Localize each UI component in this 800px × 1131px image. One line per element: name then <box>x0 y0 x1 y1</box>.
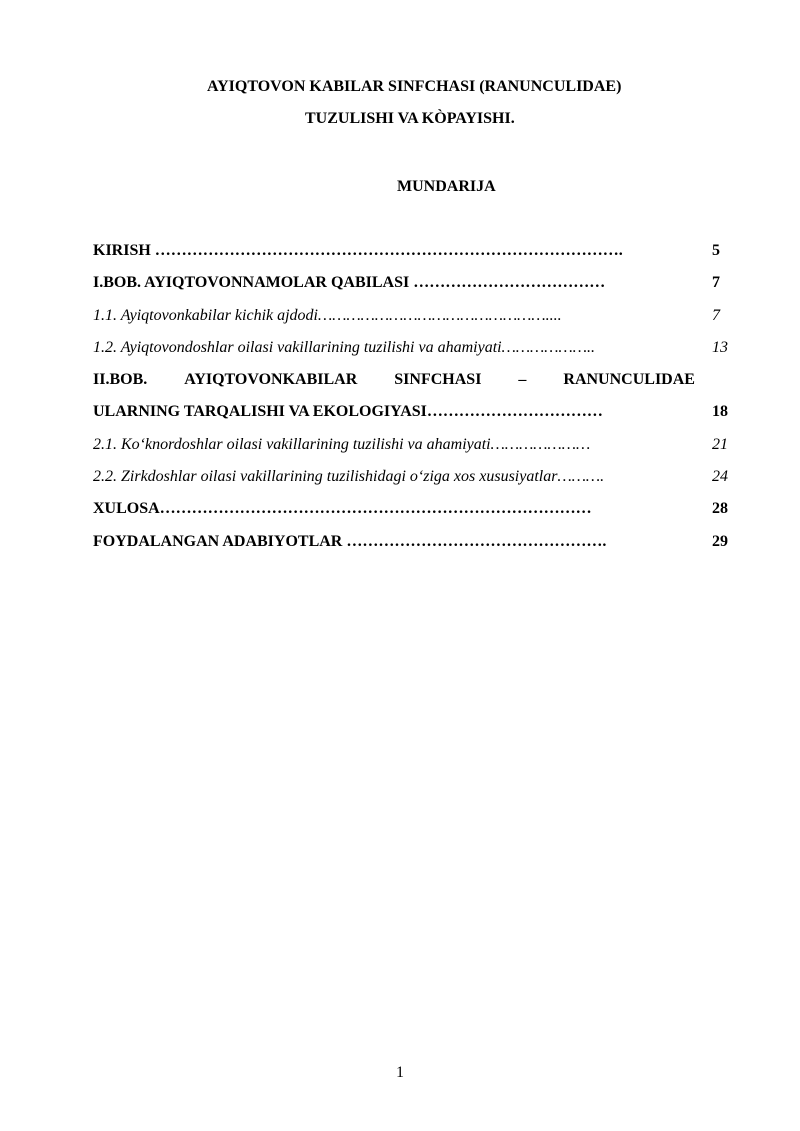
toc-entry <box>93 305 733 337</box>
toc-entry-word: AYIQTOVONKABILAR <box>184 371 358 389</box>
toc-entry <box>93 240 733 272</box>
toc-entry-page-number: 5 <box>712 242 720 259</box>
toc-entry-word: – <box>518 371 527 389</box>
toc-entry-word: RANUNCULIDAE <box>563 371 695 389</box>
toc-entry-page-number: 7 <box>712 306 720 324</box>
toc-entry <box>93 434 733 466</box>
toc-entry-page-number: 24 <box>712 468 728 486</box>
table-of-contents <box>93 240 733 563</box>
toc-entry-word: SINFCHASI <box>394 371 482 389</box>
document-title-line-1: AYIQTOVON KABILAR SINFCHASI (RANUNCULIDAE) <box>207 78 622 95</box>
toc-entry-title: 2.1. Ko‘knordoshlar oilasi vakillarining tuzilishi va ahamiyati………………… <box>93 435 591 453</box>
toc-entry-title: ULARNING TARQALISHI VA EKOLOGIYASI…………………………… <box>93 403 603 421</box>
toc-entry-page-number: 21 <box>712 435 728 453</box>
toc-entry-page-number: 28 <box>712 500 728 518</box>
toc-entry-title: KIRISH ……………………………………………………………………………. <box>93 242 623 259</box>
toc-entry <box>93 498 733 530</box>
toc-entry <box>93 272 733 304</box>
toc-entry-page-number: 7 <box>712 274 720 292</box>
toc-entry-page-number: 18 <box>712 403 728 421</box>
toc-entry-title: 1.2. Ayiqtovondoshlar oilasi vakillarining tuzilishi va ahamiyati……………….. <box>93 338 595 356</box>
toc-entry-page-number: 29 <box>712 532 728 550</box>
toc-entry-page-number: 13 <box>712 338 728 356</box>
document-title-line-2: TUZULISHI VA KÒPAYISHI. <box>305 110 515 127</box>
toc-entry-title: XULOSA……………………………………………………………………… <box>93 500 592 518</box>
toc-entry-title: 1.1. Ayiqtovonkabilar kichik ajdodi………………………………………….... <box>93 306 562 324</box>
toc-entry <box>93 337 733 369</box>
toc-entry <box>93 401 733 433</box>
toc-entry <box>93 369 733 401</box>
toc-entry-title: 2.2. Zirkdoshlar oilasi vakillarining tuzilishidagi o‘ziga xos xususiyatlar………. <box>93 468 605 486</box>
page-number: 1 <box>396 1064 404 1081</box>
toc-entry-title: FOYDALANGAN ADABIYOTLAR …………………………………………. <box>93 532 607 550</box>
toc-entry-title: I.BOB. AYIQTOVONNAMOLAR QABILASI ……………………………… <box>93 274 606 292</box>
toc-heading: MUNDARIJA <box>397 178 496 195</box>
toc-entry-word: II.BOB. <box>93 371 148 389</box>
toc-entry <box>93 466 733 498</box>
toc-entry-title <box>93 369 695 391</box>
toc-entry <box>93 531 733 563</box>
